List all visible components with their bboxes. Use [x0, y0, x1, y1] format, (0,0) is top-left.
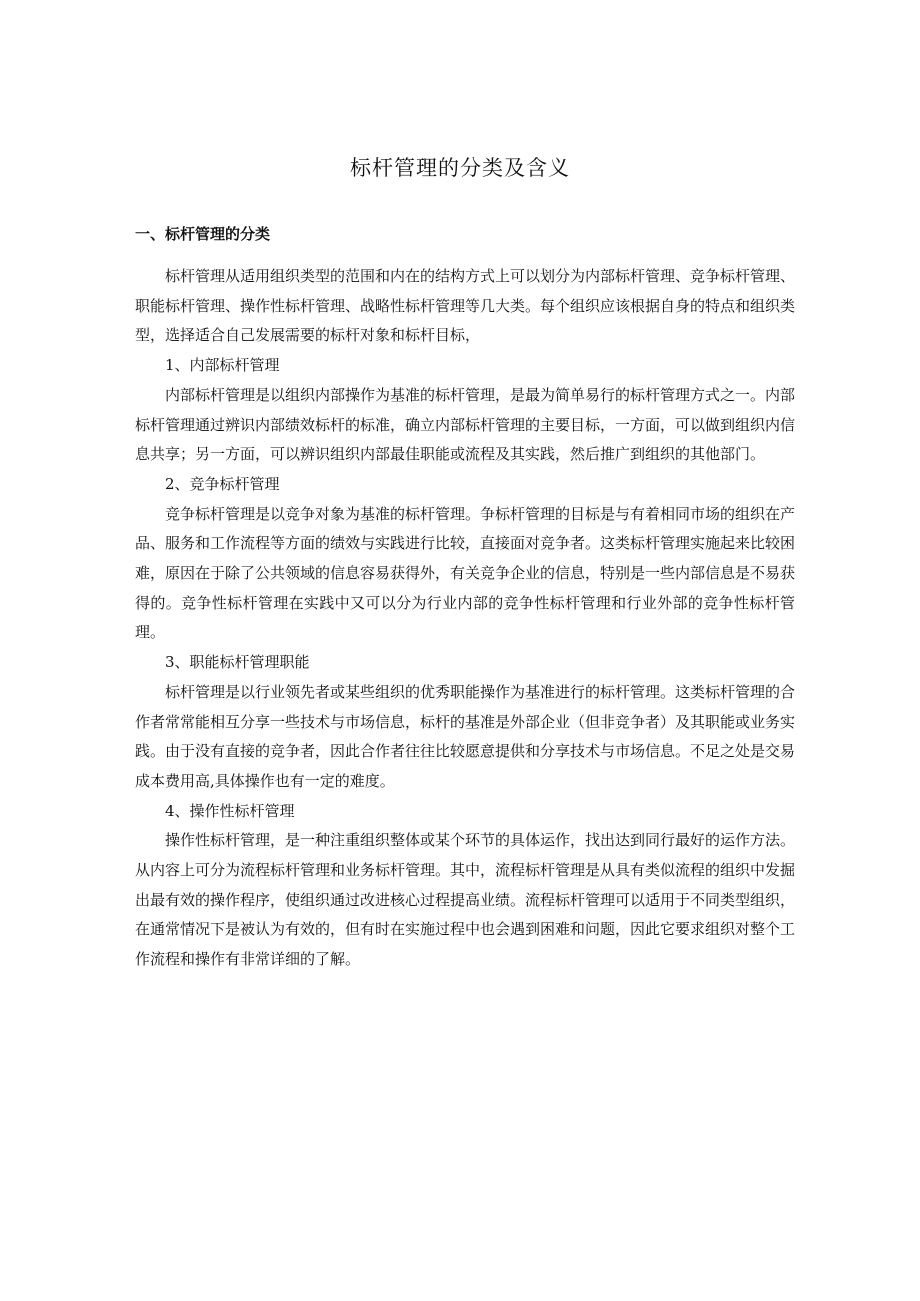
document-title: 标杆管理的分类及含义 — [350, 156, 570, 180]
subsection-heading-functional: 3、职能标杆管理职能 — [165, 653, 310, 672]
document-body — [135, 262, 795, 975]
section-heading: 一、标杆管理的分类 — [135, 225, 271, 243]
paragraph-functional: 标杆管理是以行业领先者或某些组织的优秀职能操作为基准进行的标杆管理。这类标杆管理的合作者常常能相互分享一些技术与市场信息，标杆的基准是外部企业（但非竞争者）及其职能或业务实践。由于没有直接的竞争者，因此合作者往往比较愿意提供和分享技术与市场信息。不足之处是交易成本费用高,具体操作也有一定的难度。 — [135, 682, 796, 790]
subsection-heading-operational: 4、操作性标杆管理 — [165, 801, 295, 820]
subsection-heading-internal: 1、内部标杆管理 — [165, 356, 280, 375]
paragraph-competitive: 竞争标杆管理是以竞争对象为基准的标杆管理。争标杆管理的目标是与有着相同市场的组织在产品、服务和工作流程等方面的绩效与实践进行比较，直接面对竞争者。这类标杆管理实施起来比较困难，原因在于除了公共领域的信息容易获得外，有关竞争企业的信息，特别是一些内部信息是不易获得的。竞争性标杆管理在实践中又可以分为行业内部的竞争性标杆管理和行业外部的竞争性标杆管理。 — [135, 504, 796, 642]
paragraph-operational: 操作性标杆管理，是一种注重组织整体或某个环节的具体运作，找出达到同行最好的运作方法。从内容上可分为流程标杆管理和业务标杆管理。其中，流程标杆管理是从具有类似流程的组织中发掘出最有效的操作程序，使组织通过改进核心过程提高业绩。流程标杆管理可以适用于不同类型组织，在通常情况下是被认为有效的，但有时在实施过程中也会遇到困难和问题，因此它要求组织对整个工作流程和操作有非常详细的了解。 — [135, 831, 796, 969]
subsection-heading-competitive: 2、竞争标杆管理 — [165, 474, 280, 493]
paragraph-internal: 内部标杆管理是以组织内部操作为基准的标杆管理，是最为简单易行的标杆管理方式之一。内部标杆管理通过辨识内部绩效标杆的标准，确立内部标杆管理的主要目标，一方面，可以做到组织内信息共享；另一方面，可以辨识组织内部最佳职能或流程及其实践，然后推广到组织的其他部门。 — [135, 385, 796, 464]
intro-paragraph: 标杆管理从适用组织类型的范围和内在的结构方式上可以划分为内部标杆管理、竞争标杆管理、职能标杆管理、操作性标杆管理、战略性标杆管理等几大类。每个组织应该根据自身的特点和组织类型，选择适合自己发展需要的标杆对象和标杆目标， — [135, 267, 796, 345]
